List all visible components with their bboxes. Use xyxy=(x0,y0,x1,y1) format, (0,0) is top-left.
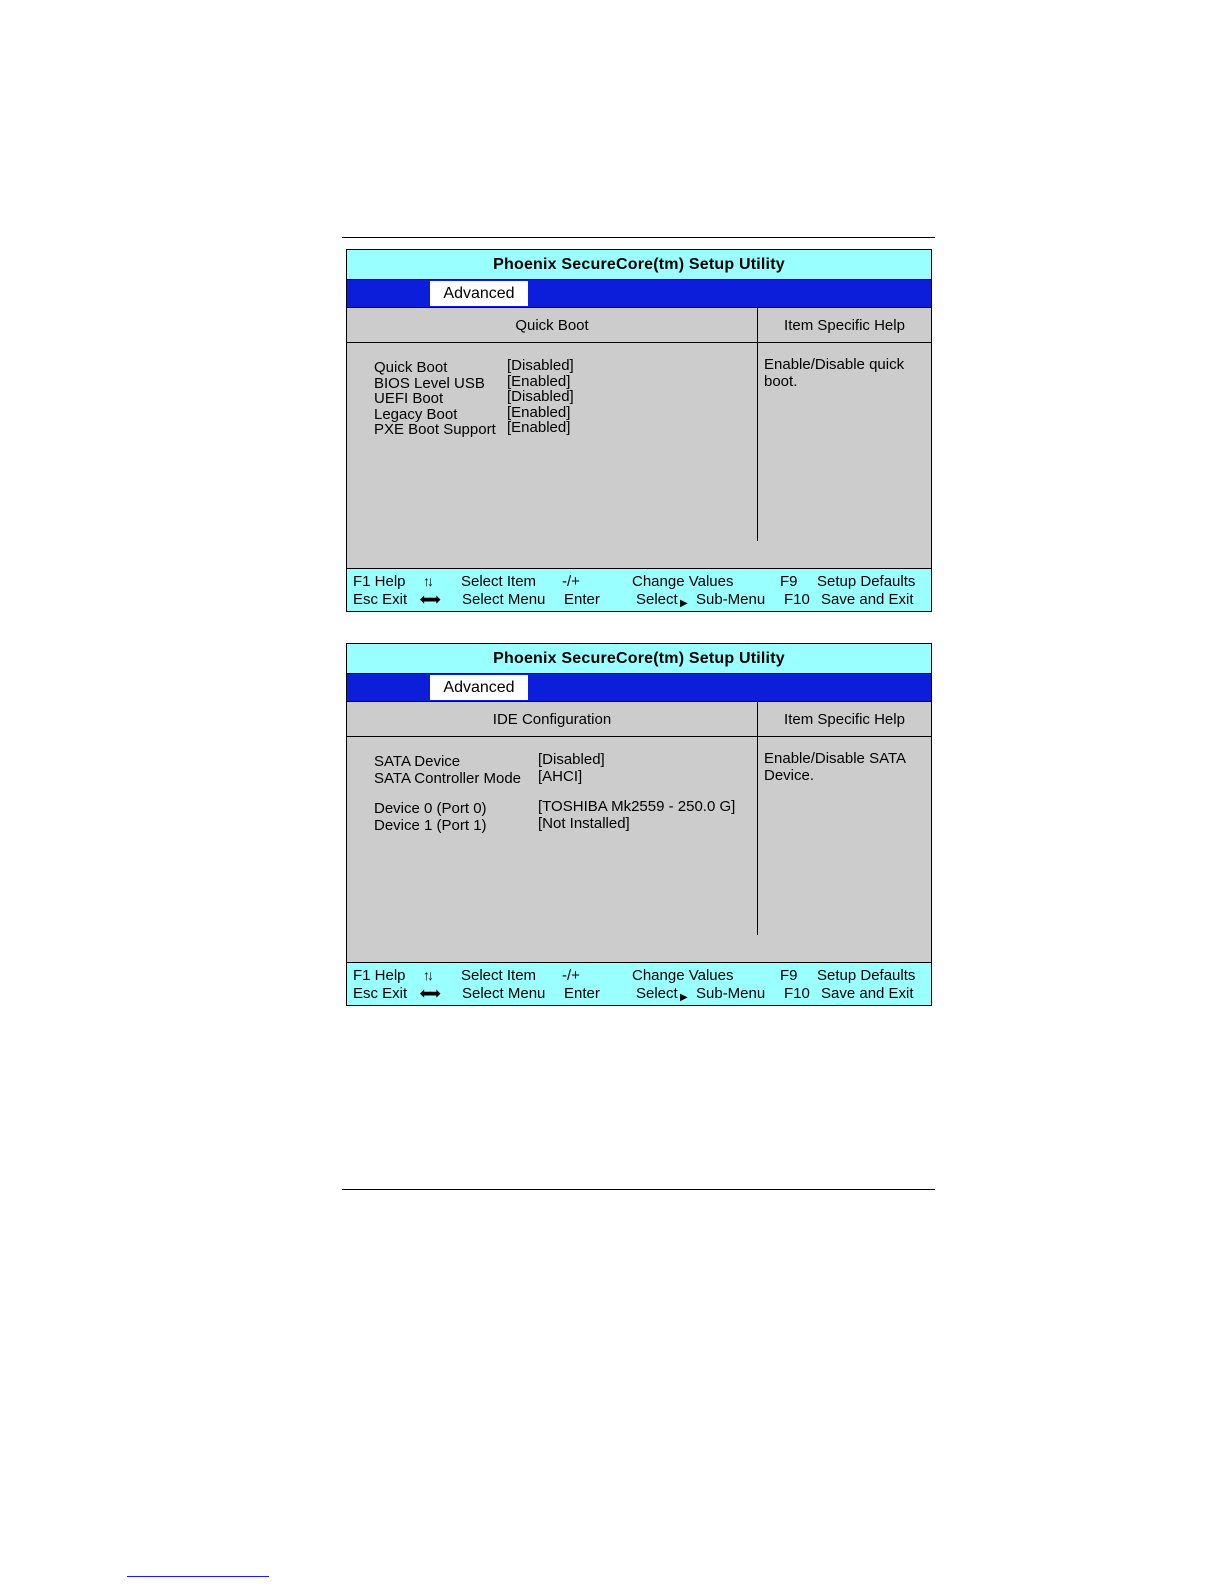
tab-advanced[interactable]: Advanced xyxy=(430,675,528,700)
setting-label: Device 0 (Port 0) xyxy=(374,800,487,817)
section-title: Quick Boot xyxy=(347,308,757,343)
setting-row-sata-controller-mode[interactable] xyxy=(374,769,753,786)
help-pane xyxy=(758,308,931,541)
setting-value[interactable]: [Not Installed] xyxy=(538,814,630,832)
change-values-label: Change Values xyxy=(632,573,734,590)
setting-label: PXE Boot Support xyxy=(374,421,496,438)
setup-defaults-label: Setup Defaults xyxy=(817,573,916,590)
setting-row-sata-device[interactable] xyxy=(374,752,753,769)
setting-row-device-1[interactable] xyxy=(374,816,753,833)
select-menu-label: Select Menu xyxy=(462,591,546,608)
sub-menu-label: Sub-Menu xyxy=(696,985,766,1002)
setting-label: SATA Device xyxy=(374,753,461,770)
settings-list xyxy=(374,752,753,832)
setting-value[interactable]: [Enabled] xyxy=(507,372,571,390)
up-down-arrows-icon: ↑↓ xyxy=(423,967,431,983)
select-menu-label: Select Menu xyxy=(462,985,546,1002)
setting-label: UEFI Boot xyxy=(374,390,444,407)
setting-value[interactable]: [TOSHIBA Mk2559 - 250.0 G] xyxy=(538,798,736,815)
content-area xyxy=(347,308,931,541)
settings-pane xyxy=(347,308,758,541)
help-title: Item Specific Help xyxy=(758,308,931,343)
enter-label: Enter xyxy=(564,591,600,608)
select-item-label: Select Item xyxy=(461,967,537,984)
status-bar xyxy=(347,568,931,611)
setting-label: Quick Boot xyxy=(374,359,448,376)
settings-pane xyxy=(347,702,758,935)
help-text: Enable/Disable SATA Device. xyxy=(764,750,906,784)
f1-help-label: F1 Help xyxy=(353,967,406,984)
f9-key-label: F9 xyxy=(780,573,798,590)
help-title: Item Specific Help xyxy=(758,702,931,737)
setting-row-quick-boot[interactable] xyxy=(374,358,753,374)
f10-key-label: F10 xyxy=(784,985,810,1002)
left-right-arrows-icon: ⬅➡ xyxy=(420,591,438,607)
setting-label: Legacy Boot xyxy=(374,405,458,423)
left-right-arrows-icon: ⬅➡ xyxy=(420,985,438,1001)
select-label: Select xyxy=(636,591,678,608)
help-pane xyxy=(758,702,931,935)
setting-row-device-0[interactable] xyxy=(374,799,753,816)
esc-exit-label: Esc Exit xyxy=(353,985,408,1002)
f10-key-label: F10 xyxy=(784,591,810,608)
settings-list xyxy=(374,358,753,436)
up-down-arrows-icon: ↑↓ xyxy=(423,573,431,589)
menu-bar xyxy=(347,280,931,308)
setting-value[interactable]: [Disabled] xyxy=(538,751,605,768)
setting-value[interactable]: [Disabled] xyxy=(507,388,574,405)
bios-screen-quick-boot xyxy=(346,249,932,612)
section-title: IDE Configuration xyxy=(347,702,757,737)
setting-label: SATA Controller Mode xyxy=(374,769,522,787)
enter-label: Enter xyxy=(564,985,600,1002)
setting-value[interactable]: [AHCI] xyxy=(538,767,583,785)
footnote-divider xyxy=(127,1576,269,1577)
help-text: Enable/Disable quick boot. xyxy=(764,356,905,390)
content-area xyxy=(347,702,931,935)
setting-value[interactable]: [Disabled] xyxy=(507,357,574,374)
sub-menu-label: Sub-Menu xyxy=(696,591,766,608)
setting-row-uefi-boot[interactable] xyxy=(374,389,753,405)
plus-minus-label: -/+ xyxy=(562,967,580,984)
window-title: Phoenix SecureCore(tm) Setup Utility xyxy=(347,644,931,674)
setting-label: BIOS Level USB xyxy=(374,374,485,392)
triangle-right-icon: ▶ xyxy=(680,992,688,1003)
select-item-label: Select Item xyxy=(461,573,537,590)
setting-row-pxe-boot-support[interactable] xyxy=(374,420,753,436)
row-spacer xyxy=(374,785,753,799)
f1-help-label: F1 Help xyxy=(353,573,406,590)
save-and-exit-label: Save and Exit xyxy=(821,591,914,608)
setting-row-legacy-boot[interactable] xyxy=(374,405,753,421)
bios-screen-ide-configuration xyxy=(346,643,932,1006)
window-title: Phoenix SecureCore(tm) Setup Utility xyxy=(347,250,931,280)
plus-minus-label: -/+ xyxy=(562,573,580,590)
menu-bar xyxy=(347,674,931,702)
select-label: Select xyxy=(636,985,678,1002)
setting-value[interactable]: [Enabled] xyxy=(507,403,571,421)
page-top-rule xyxy=(342,237,935,238)
change-values-label: Change Values xyxy=(632,967,734,984)
page-bottom-rule xyxy=(342,1189,935,1190)
setting-value[interactable]: [Enabled] xyxy=(507,419,571,436)
triangle-right-icon: ▶ xyxy=(680,598,688,609)
save-and-exit-label: Save and Exit xyxy=(821,985,914,1002)
status-bar xyxy=(347,962,931,1005)
setup-defaults-label: Setup Defaults xyxy=(817,967,916,984)
setting-label: Device 1 (Port 1) xyxy=(374,816,487,834)
f9-key-label: F9 xyxy=(780,967,798,984)
tab-advanced[interactable]: Advanced xyxy=(430,281,528,306)
setting-row-bios-level-usb[interactable] xyxy=(374,374,753,390)
esc-exit-label: Esc Exit xyxy=(353,591,408,608)
